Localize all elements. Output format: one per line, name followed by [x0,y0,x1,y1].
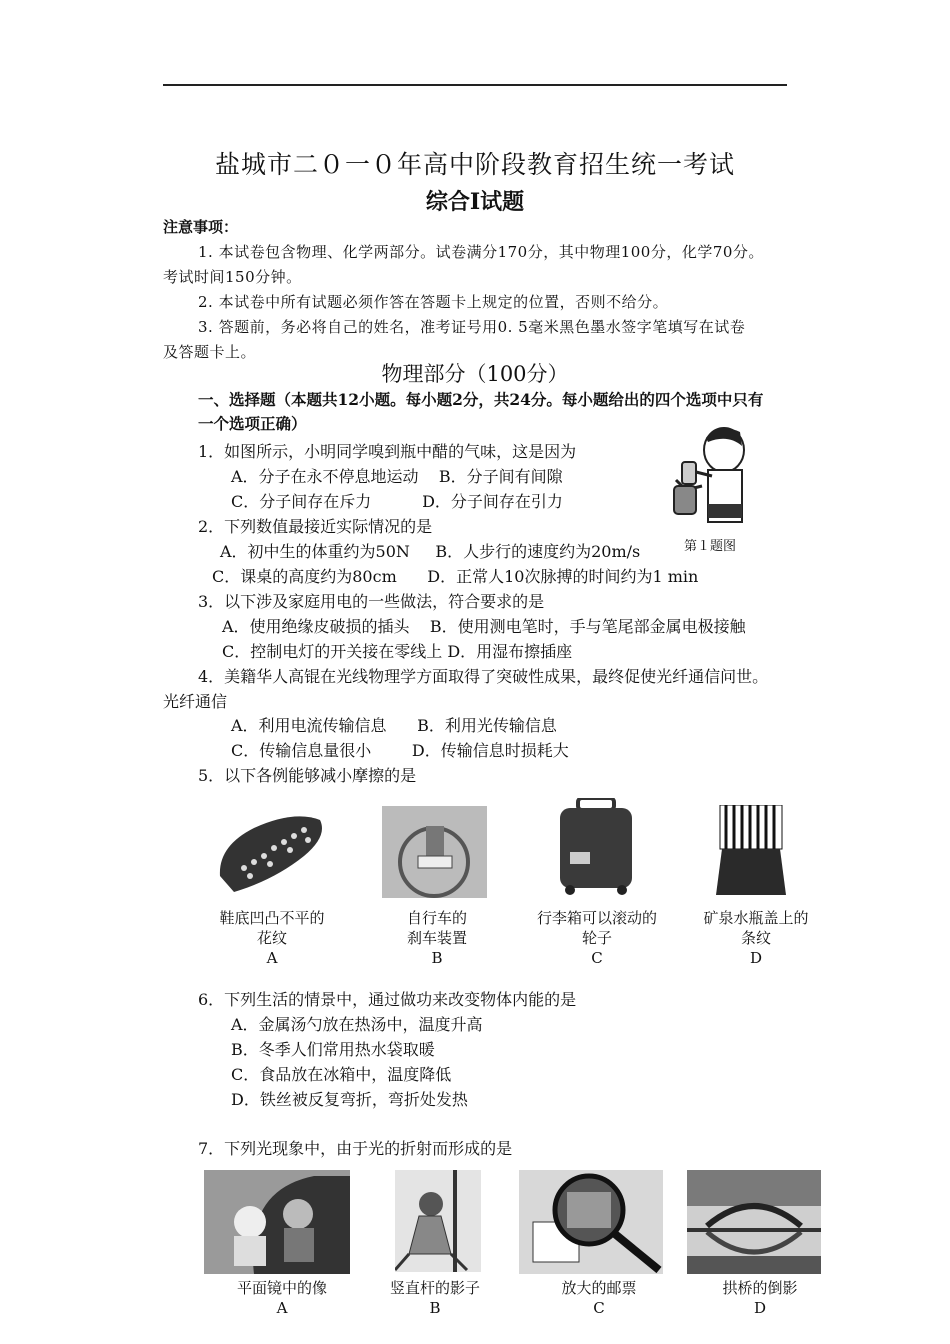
q5-caption-a: 鞋底凹凸不平的 花纹 A [219,909,325,967]
part1-instructions-cont: 一个选项正确） [198,414,307,433]
physics-section-title: 物理部分（100分） [381,362,569,386]
q7-bridge-reflection-image [687,1170,821,1274]
q7-mirror-image [204,1170,350,1274]
note-1-cont: 考试时间150分钟。 [163,268,302,286]
q6-option-c: C．食品放在冰箱中，温度降低 [231,1065,452,1084]
q7-magnifier-image [519,1170,663,1274]
q1-figure-caption: 第１题图 [684,539,737,554]
q5-caption-b: 自行车的 刹车装置 B [406,909,467,967]
q1-boy-illustration [668,420,768,530]
q5-stem: 5．以下各例能够减小摩擦的是 [198,766,417,785]
q3-stem: 3．以下涉及家庭用电的一些做法，符合要求的是 [198,592,545,611]
top-rule [163,84,787,86]
q6-option-b: B．冬季人们常用热水袋取暖 [231,1040,435,1059]
q3-options-cd: C．控制电灯的开关接在零线上 D．用湿布擦插座 [222,642,573,661]
q2-stem: 2．下列数值最接近实际情况的是 [198,517,433,536]
note-3-cont: 及答题卡上。 [163,343,257,361]
q5-bottle-cap-image [714,805,788,897]
part1-instructions: 一、选择题（本题共12小题。每小题2分，共24分。每小题给出的四个选项中只有 [198,390,764,409]
q4-stem-cont: 光纤通信 [163,692,228,711]
note-1: 1. 本试卷包含物理、化学两部分。试卷满分170分，其中物理100分，化学70分。 [198,243,764,261]
q3-options-ab: A．使用绝缘皮破损的插头 B．使用测电笔时，手与笔尾部金属电极接触 [222,617,746,636]
q2-options-ab: A．初中生的体重约为50N B．人步行的速度约为20m/s [220,542,641,561]
note-3: 3. 答题前，务必将自己的姓名，准考证号用0. 5毫米黑色墨水签字笔填写在试卷 [198,318,746,336]
q6-stem: 6．下列生活的情景中，通过做功来改变物体内能的是 [198,990,577,1009]
q5-luggage-image [556,798,636,898]
q1-stem: 1．如图所示，小明同学嗅到瓶中醋的气味，这是因为 [198,442,577,461]
q7-caption-c: 放大的邮票 C [561,1279,637,1317]
exam-title: 盐城市二０一０年高中阶段教育招生统一考试 [214,150,735,179]
notes-heading: 注意事项： [163,218,239,236]
q7-caption-d: 拱桥的倒影 D [722,1279,798,1317]
q7-caption-b: 竖直杆的影子 B [389,1279,480,1317]
q5-bicycle-brake-image [382,806,487,898]
q4-stem: 4．美籍华人高锟在光线物理学方面取得了突破性成果，最终促使光纤通信问世。 [198,667,769,686]
q5-shoe-sole-image [214,806,329,898]
q2-options-cd: C．课桌的高度约为80cm D．正常人10次脉搏的时间约为1 min [212,567,699,586]
q4-options-cd: C．传输信息量很小 D．传输信息时损耗大 [231,741,569,760]
q7-stem: 7．下列光现象中，由于光的折射而形成的是 [198,1139,513,1158]
q5-caption-d: 矿泉水瓶盖上的 条纹 D [703,909,809,967]
q5-caption-c: 行李箱可以滚动的 轮子 C [536,909,657,967]
q6-option-d: D．铁丝被反复弯折，弯折处发热 [231,1090,468,1109]
q7-caption-a: 平面镜中的像 A [236,1279,327,1317]
q6-option-a: A．金属汤勺放在热汤中，温度升高 [231,1015,483,1034]
note-2: 2. 本试卷中所有试题必须作答在答题卡上规定的位置，否则不给分。 [198,293,669,311]
q7-shadow-image [395,1170,481,1272]
q1-options-ab: A．分子在永不停息地运动 B．分子间有间隙 [231,467,563,486]
q1-options-cd: C．分子间存在斥力 D．分子间存在引力 [231,492,563,511]
exam-subtitle: 综合Ⅰ试题 [425,189,525,215]
q4-options-ab: A．利用电流传输信息 B．利用光传输信息 [231,716,557,735]
